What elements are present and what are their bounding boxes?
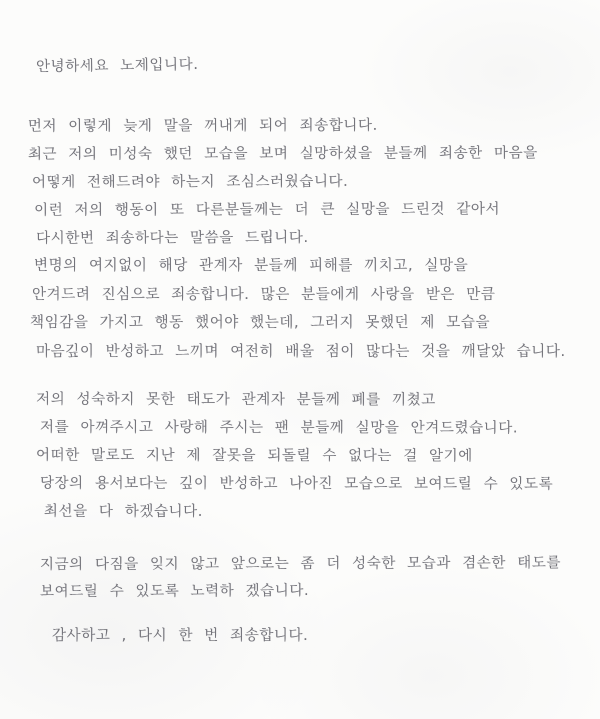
letter-line: 마음깊이 반성하고 느끼며 여전히 배울 점이 많다는 것을 깨달았 습니다. [36, 343, 566, 360]
letter-line: 최근 저의 미성숙 했던 모습을 보며 실망하셨을 분들께 죄송한 마음을 [27, 145, 538, 163]
letter-paragraph-reflection [30, 252, 566, 366]
letter-line: 먼저 이렇게 늦게 말을 꺼내게 되어 죄송합니다. [27, 117, 378, 135]
letter-line: 변명의 여지없이 해당 관계자 분들께 피해를 끼치고, 실망을 [34, 258, 469, 274]
letter-line: 당장의 용서보다는 깊이 반성하고 나아진 모습으로 보여드릴 수 있도록 [39, 475, 554, 493]
letter-line: 어떻게 전해드려야 하는지 조심스러웠습니다. [31, 173, 349, 191]
letter-line: 안겨드려 진심으로 죄송합니다. 많은 분들에게 사랑을 받은 만큼 [32, 286, 496, 303]
letter-line: 어떠한 말로도 지난 제 잘못을 되돌릴 수 없다는 걸 알기에 [35, 447, 473, 465]
letter-line: 최선을 다 하겠습니다. [43, 503, 204, 520]
letter-greeting: 안녕하세요 노제입니다. [35, 56, 199, 76]
letter-line: 저의 성숙하지 못한 태도가 관계자 분들께 폐를 끼쳤고 [36, 391, 436, 409]
letter-line: 저를 아껴주시고 사랑해 주시는 팬 분들께 실망을 안겨드렸습니다. [40, 419, 519, 437]
letter-line: 다시한번 죄송하다는 말씀을 드립니다. [36, 229, 309, 247]
letter-line: 지금의 다짐을 잊지 않고 앞으로는 좀 더 성숙한 모습과 겸손한 태도를 [39, 555, 562, 573]
letter-closing: 감사하고 , 다시 한 번 죄송합니다. [52, 628, 309, 644]
letter-paragraph-apology-intro [28, 111, 538, 252]
letter-paragraph-promise [36, 386, 554, 527]
letter-line: 이런 저의 행동이 또 다른분들께는 더 큰 실망을 드린것 같아서 [34, 201, 501, 219]
letter-paragraph-resolution [40, 550, 561, 606]
letter-line: 책임감을 가지고 행동 했어야 했는데, 그러지 못했던 제 모습을 [30, 315, 491, 331]
letter-line: 보여드릴 수 있도록 노력하 겠습니다. [40, 582, 310, 600]
